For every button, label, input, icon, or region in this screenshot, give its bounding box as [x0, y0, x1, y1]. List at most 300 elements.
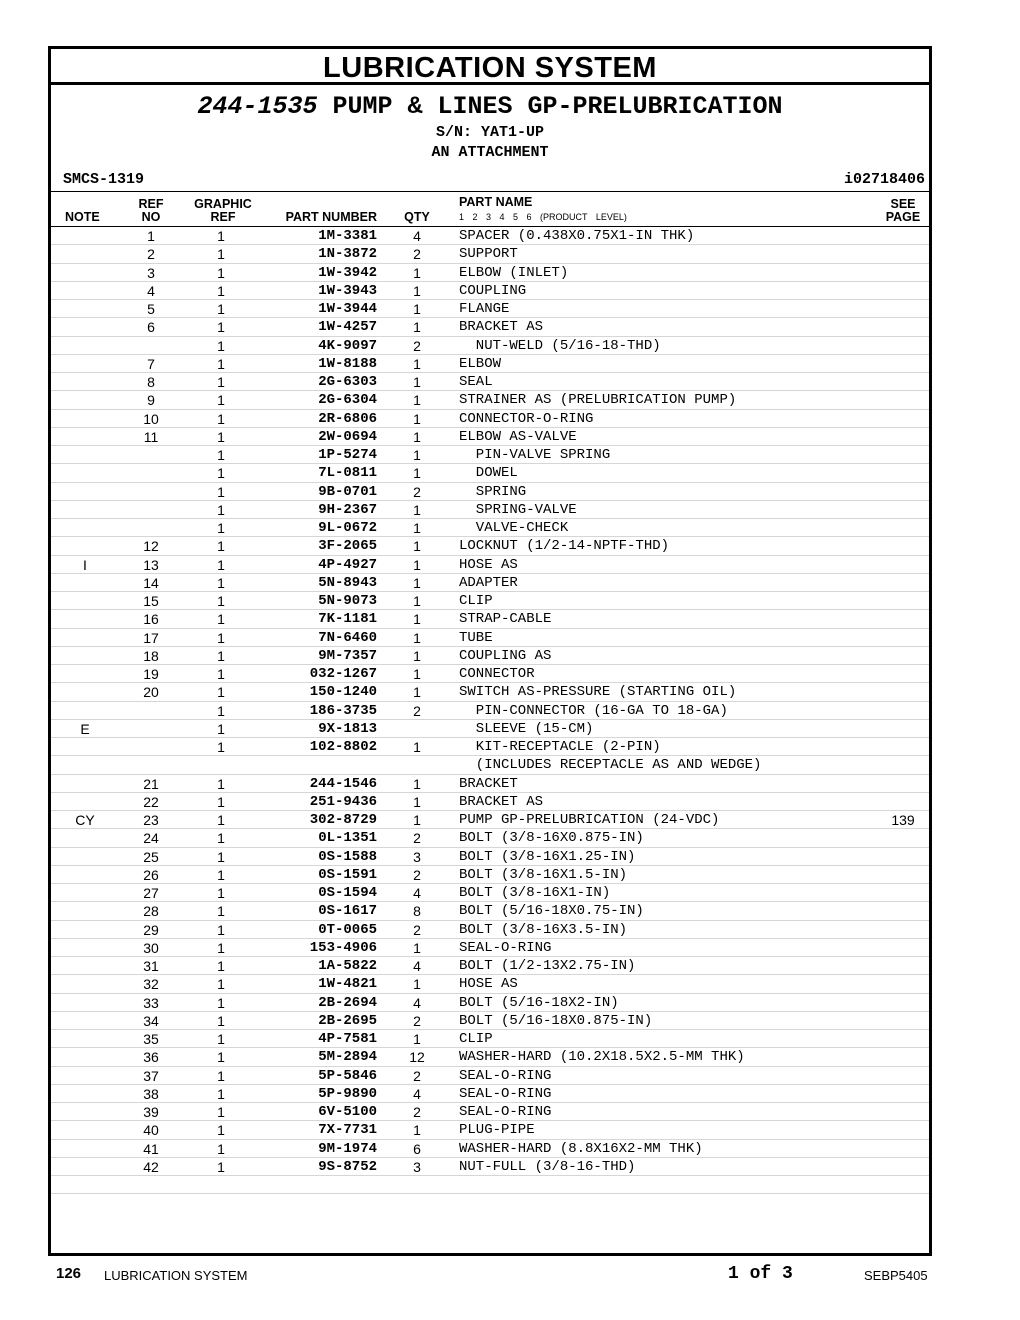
- part-name-cell: WASHER-HARD (10.2X18.5X2.5-MM THK): [459, 1049, 745, 1066]
- graphic-ref-cell: 1: [217, 848, 225, 865]
- table-row: [51, 665, 929, 683]
- ref-no-cell: 24: [143, 830, 159, 847]
- part-number-cell: 7X-7731: [318, 1122, 377, 1139]
- qty-cell: 1: [413, 301, 421, 317]
- part-name-cell: ELBOW AS-VALVE: [459, 428, 577, 445]
- graphic-ref-cell: 1: [217, 374, 225, 390]
- table-row: [51, 519, 929, 537]
- part-name-cell: STRAINER AS (PRELUBRICATION PUMP): [459, 392, 737, 409]
- qty-cell: 4: [413, 994, 421, 1011]
- table-row: [51, 1176, 929, 1194]
- part-number-cell: 9L-0672: [318, 520, 377, 536]
- qty-cell: 1: [413, 355, 421, 372]
- graphic-ref-cell: 1: [217, 1158, 225, 1175]
- graphic-ref-cell: 1: [217, 1104, 225, 1120]
- qty-cell: 4: [413, 958, 421, 974]
- qty-cell: 1: [413, 374, 421, 390]
- ref-no-cell: 14: [143, 574, 159, 591]
- table-row: [51, 282, 929, 300]
- qty-cell: 2: [413, 246, 421, 263]
- part-name-cell: BRACKET AS: [459, 793, 544, 810]
- table-row: [51, 227, 929, 245]
- ref-no-cell: 28: [143, 903, 159, 920]
- ref-no-cell: 5: [147, 301, 155, 317]
- table-row: [51, 537, 929, 555]
- qty-cell: 2: [413, 337, 421, 354]
- part-name-cell: PIN-VALVE SPRING: [459, 447, 611, 463]
- part-name-cell: SEAL-O-RING: [459, 1085, 552, 1102]
- part-number-cell: 9X-1813: [318, 720, 377, 737]
- part-number-cell: 302-8729: [309, 812, 377, 828]
- header-part-number: PART NUMBER: [285, 210, 377, 224]
- header-see-bottom: PAGE: [885, 210, 921, 224]
- qty-cell: 1: [413, 629, 421, 646]
- qty-cell: 6: [413, 1140, 421, 1157]
- table-row: [51, 574, 929, 592]
- header-part-name: PART NAME: [459, 195, 533, 209]
- part-number-cell: 0S-1617: [318, 903, 377, 920]
- graphic-ref-cell: 1: [217, 885, 225, 901]
- graphic-ref-cell: 1: [217, 1140, 225, 1157]
- ref-no-cell: 1: [147, 228, 155, 244]
- table-row: [51, 884, 929, 902]
- part-number-cell: 0S-1594: [318, 885, 377, 901]
- table-row: [51, 811, 929, 829]
- ref-no-cell: 36: [143, 1049, 159, 1066]
- graphic-ref-cell: 1: [217, 720, 225, 737]
- ref-no-cell: 19: [143, 666, 159, 682]
- graphic-ref-cell: 1: [217, 903, 225, 920]
- part-name-cell: NUT-FULL (3/8-16-THD): [459, 1158, 636, 1175]
- table-row: [51, 683, 929, 701]
- graphic-ref-cell: 1: [217, 447, 225, 463]
- qty-cell: 2: [413, 1067, 421, 1084]
- qty-cell: 1: [413, 647, 421, 664]
- table-row: [51, 1030, 929, 1048]
- graphic-ref-cell: 1: [217, 994, 225, 1011]
- qty-cell: 1: [413, 793, 421, 810]
- ref-no-cell: 35: [143, 1031, 159, 1047]
- part-name-cell: BOLT (3/8-16X0.875-IN): [459, 830, 644, 847]
- header-see-top: SEE: [890, 197, 916, 211]
- part-name-cell: BOLT (3/8-16X1-IN): [459, 885, 611, 901]
- part-number-cell: 4P-4927: [318, 556, 377, 573]
- ref-no-cell: 20: [143, 684, 159, 701]
- part-number-cell: 9B-0701: [318, 483, 377, 500]
- qty-cell: 3: [413, 1158, 421, 1175]
- graphic-ref-cell: 1: [217, 483, 225, 500]
- graphic-ref-cell: 1: [217, 866, 225, 883]
- graphic-ref-cell: 1: [217, 593, 225, 609]
- ref-no-cell: 42: [143, 1158, 159, 1175]
- graphic-ref-cell: 1: [217, 337, 225, 354]
- qty-cell: 1: [413, 666, 421, 682]
- qty-cell: 8: [413, 903, 421, 920]
- group-name: PUMP & LINES GP-PRELUBRICATION: [332, 92, 783, 121]
- part-name-cell: CLIP: [459, 1031, 493, 1047]
- ref-no-cell: 38: [143, 1085, 159, 1102]
- serial-range: S/N: YAT1-UP: [435, 124, 545, 141]
- graphic-ref-cell: 1: [217, 282, 225, 299]
- part-name-cell: ELBOW: [459, 355, 502, 372]
- qty-cell: 1: [413, 264, 421, 281]
- see-page-cell: 139: [891, 812, 915, 828]
- part-number-cell: 5N-9073: [318, 593, 377, 609]
- graphic-ref-cell: 1: [217, 1049, 225, 1066]
- part-number-cell: 0L-1351: [318, 830, 377, 847]
- ref-no-cell: 23: [143, 812, 159, 828]
- ref-no-cell: 17: [143, 629, 159, 646]
- ref-no-cell: 8: [147, 374, 155, 390]
- table-row: [51, 318, 929, 336]
- ref-no-cell: 18: [143, 647, 159, 664]
- part-number-cell: 2W-0694: [318, 428, 377, 445]
- graphic-ref-cell: 1: [217, 739, 225, 755]
- part-name-cell: LOCKNUT (1/2-14-NPTF-THD): [459, 538, 670, 555]
- ref-no-cell: 39: [143, 1104, 159, 1120]
- part-name-cell: SPRING: [459, 483, 527, 500]
- graphic-ref-cell: 1: [217, 501, 225, 518]
- part-name-cell: PIN-CONNECTOR (16-GA TO 18-GA): [459, 702, 728, 719]
- part-name-cell: SLEEVE (15-CM): [459, 720, 594, 737]
- ref-no-cell: 26: [143, 866, 159, 883]
- table-row: [51, 610, 929, 628]
- part-name-cell: ADAPTER: [459, 574, 518, 591]
- part-name-cell: HOSE AS: [459, 556, 518, 573]
- part-name-cell: VALVE-CHECK: [459, 520, 569, 536]
- graphic-ref-cell: 1: [217, 246, 225, 263]
- part-number-cell: 2R-6806: [318, 410, 377, 427]
- graphic-ref-cell: 1: [217, 666, 225, 682]
- table-row: [51, 848, 929, 866]
- qty-cell: 2: [413, 921, 421, 938]
- qty-cell: 1: [413, 939, 421, 956]
- footer-doc-id: SEBP5405: [864, 1268, 928, 1283]
- ref-no-cell: 41: [143, 1140, 159, 1157]
- part-name-cell: SPRING-VALVE: [459, 501, 577, 518]
- part-number-cell: 2B-2695: [318, 1012, 377, 1029]
- ref-no-cell: 21: [143, 775, 159, 792]
- footer-page-number: 126: [56, 1265, 82, 1282]
- qty-cell: 2: [413, 702, 421, 719]
- ref-no-cell: 22: [143, 793, 159, 810]
- footer-sheet: 1 of 3: [728, 1264, 793, 1284]
- ref-no-cell: 2: [147, 246, 155, 263]
- qty-cell: 1: [413, 775, 421, 792]
- qty-cell: 4: [413, 228, 421, 244]
- table-row: [51, 483, 929, 501]
- header-qty: QTY: [404, 210, 430, 224]
- part-name-cell: CONNECTOR-O-RING: [459, 410, 594, 427]
- part-name-cell: BOLT (3/8-16X1.5-IN): [459, 866, 628, 883]
- footer-section: LUBRICATION SYSTEM: [104, 1268, 248, 1283]
- table-row: [51, 1158, 929, 1176]
- table-row: [51, 1012, 929, 1030]
- qty-cell: 4: [413, 885, 421, 901]
- qty-cell: 12: [409, 1049, 425, 1066]
- ref-no-cell: 31: [143, 958, 159, 974]
- ref-no-cell: 29: [143, 921, 159, 938]
- part-name-cell: SEAL-O-RING: [459, 1104, 552, 1120]
- header-note: NOTE: [65, 210, 100, 224]
- graphic-ref-cell: 1: [217, 647, 225, 664]
- qty-cell: 1: [413, 428, 421, 445]
- part-name-cell: KIT-RECEPTACLE (2-PIN): [459, 739, 661, 755]
- part-number-cell: 0S-1588: [318, 848, 377, 865]
- part-name-cell: FLANGE: [459, 301, 510, 317]
- graphic-ref-cell: 1: [217, 301, 225, 317]
- part-number-cell: 1N-3872: [318, 246, 377, 263]
- ref-no-cell: 33: [143, 994, 159, 1011]
- table-row: [51, 446, 929, 464]
- table-row: [51, 1140, 929, 1158]
- graphic-ref-cell: 1: [217, 812, 225, 828]
- part-name-cell: BOLT (1/2-13X2.75-IN): [459, 958, 636, 974]
- part-name-cell: SWITCH AS-PRESSURE (STARTING OIL): [459, 684, 737, 701]
- graphic-ref-cell: 1: [217, 355, 225, 372]
- header-ref-bottom: NO: [141, 210, 161, 224]
- part-number-cell: 0S-1591: [318, 866, 377, 883]
- table-row: [51, 1048, 929, 1066]
- qty-cell: 1: [413, 611, 421, 628]
- part-number-cell: 1W-4821: [318, 976, 377, 993]
- graphic-ref-cell: 1: [217, 958, 225, 974]
- ref-no-cell: 27: [143, 885, 159, 901]
- part-number-cell: 3F-2065: [318, 538, 377, 555]
- qty-cell: 2: [413, 483, 421, 500]
- qty-cell: 1: [413, 282, 421, 299]
- ref-no-cell: 40: [143, 1122, 159, 1139]
- qty-cell: 1: [413, 574, 421, 591]
- ref-no-cell: 37: [143, 1067, 159, 1084]
- graphic-ref-cell: 1: [217, 775, 225, 792]
- graphic-ref-cell: 1: [217, 921, 225, 938]
- part-number-cell: 5N-8943: [318, 574, 377, 591]
- ref-no-cell: 12: [143, 538, 159, 555]
- graphic-ref-cell: 1: [217, 976, 225, 993]
- part-number-cell: 244-1546: [309, 775, 377, 792]
- table-row: [51, 1121, 929, 1139]
- ref-no-cell: 3: [147, 264, 155, 281]
- qty-cell: 1: [413, 1122, 421, 1139]
- table-row: [51, 355, 929, 373]
- part-name-cell: BOLT (5/16-18X0.75-IN): [459, 903, 644, 920]
- qty-cell: 1: [413, 1031, 421, 1047]
- table-row: [51, 738, 929, 756]
- part-name-cell: COUPLING: [459, 282, 527, 299]
- part-number-cell: 1W-3943: [318, 282, 377, 299]
- graphic-ref-cell: 1: [217, 428, 225, 445]
- part-number-cell: 5P-5846: [318, 1067, 377, 1084]
- header-product-level: 1 2 3 4 5 6 (PRODUCT LEVEL): [459, 212, 627, 222]
- qty-cell: 2: [413, 1104, 421, 1120]
- graphic-ref-cell: 1: [217, 1067, 225, 1084]
- graphic-ref-cell: 1: [217, 611, 225, 628]
- qty-cell: 1: [413, 520, 421, 536]
- part-number-cell: 1P-5274: [318, 447, 377, 463]
- part-number-cell: 2B-2694: [318, 994, 377, 1011]
- group-number: 244-1535: [197, 92, 318, 121]
- part-name-cell: BOLT (3/8-16X1.25-IN): [459, 848, 636, 865]
- part-name-cell: SEAL: [459, 374, 493, 390]
- table-row: [51, 1067, 929, 1085]
- graphic-ref-cell: 1: [217, 1012, 225, 1029]
- table-row: [51, 592, 929, 610]
- part-number-cell: 1W-8188: [318, 355, 377, 372]
- note-cell: CY: [75, 812, 95, 828]
- part-number-cell: 153-4906: [309, 939, 377, 956]
- ref-no-cell: 32: [143, 976, 159, 993]
- part-name-cell: SEAL-O-RING: [459, 1067, 552, 1084]
- table-row: [51, 702, 929, 720]
- table-row: [51, 556, 929, 574]
- graphic-ref-cell: 1: [217, 684, 225, 701]
- smcs-code: SMCS-1319: [63, 171, 145, 188]
- part-number-cell: 032-1267: [309, 666, 377, 682]
- graphic-ref-cell: 1: [217, 264, 225, 281]
- ref-no-cell: 15: [143, 593, 159, 609]
- part-number-cell: 1M-3381: [318, 228, 377, 244]
- table-row: [51, 756, 929, 774]
- part-name-cell: ELBOW (INLET): [459, 264, 569, 281]
- table-row: [51, 410, 929, 428]
- part-name-cell: SEAL-O-RING: [459, 939, 552, 956]
- table-row: [51, 829, 929, 847]
- part-number-cell: 150-1240: [309, 684, 377, 701]
- header-ref-top: REF: [138, 197, 164, 211]
- qty-cell: 2: [413, 866, 421, 883]
- graphic-ref-cell: 1: [217, 410, 225, 427]
- part-name-cell: TUBE: [459, 629, 493, 646]
- part-number-cell: 7K-1181: [318, 611, 377, 628]
- part-name-cell: CLIP: [459, 593, 493, 609]
- part-number-cell: 1W-3942: [318, 264, 377, 281]
- qty-cell: 1: [413, 501, 421, 518]
- qty-cell: 1: [413, 812, 421, 828]
- table-row: [51, 245, 929, 263]
- ref-no-cell: 7: [147, 355, 155, 372]
- qty-cell: 3: [413, 848, 421, 865]
- ref-no-cell: 30: [143, 939, 159, 956]
- ref-no-cell: 4: [147, 282, 155, 299]
- part-name-cell: SPACER (0.438X0.75X1-IN THK): [459, 228, 695, 244]
- ref-no-cell: 6: [147, 319, 155, 336]
- group-title: [51, 92, 929, 122]
- table-row: [51, 957, 929, 975]
- table-row: [51, 720, 929, 738]
- graphic-ref-cell: 1: [217, 1031, 225, 1047]
- table-row: [51, 501, 929, 519]
- table-row: [51, 994, 929, 1012]
- graphic-ref-cell: 1: [217, 538, 225, 555]
- part-number-cell: 9S-8752: [318, 1158, 377, 1175]
- part-name-cell: CONNECTOR: [459, 666, 535, 682]
- qty-cell: 1: [413, 410, 421, 427]
- illustration-id: i02718406: [843, 171, 925, 188]
- table-row: [51, 647, 929, 665]
- part-name-cell: (INCLUDES RECEPTACLE AS AND WEDGE): [459, 757, 762, 774]
- qty-cell: 1: [413, 392, 421, 409]
- table-row: [51, 373, 929, 391]
- section-title: LUBRICATION SYSTEM: [51, 49, 929, 85]
- table-row: [51, 1103, 929, 1121]
- table-row: [51, 921, 929, 939]
- part-name-cell: NUT-WELD (5/16-18-THD): [459, 337, 661, 354]
- qty-cell: 2: [413, 830, 421, 847]
- table-row: [51, 1085, 929, 1103]
- qty-cell: 1: [413, 684, 421, 701]
- part-number-cell: 2G-6304: [318, 392, 377, 409]
- table-row: [51, 975, 929, 993]
- qty-cell: 1: [413, 447, 421, 463]
- part-number-cell: 5M-2894: [318, 1049, 377, 1066]
- part-name-cell: SUPPORT: [459, 246, 518, 263]
- graphic-ref-cell: 1: [217, 702, 225, 719]
- part-name-cell: PLUG-PIPE: [459, 1122, 535, 1139]
- table-row: [51, 391, 929, 409]
- ref-no-cell: 13: [143, 556, 159, 573]
- part-name-cell: DOWEL: [459, 465, 518, 482]
- part-name-cell: HOSE AS: [459, 976, 518, 993]
- graphic-ref-cell: 1: [217, 1085, 225, 1102]
- part-name-cell: PUMP GP-PRELUBRICATION (24-VDC): [459, 812, 720, 828]
- part-name-cell: BOLT (5/16-18X0.875-IN): [459, 1012, 653, 1029]
- part-number-cell: 4K-9097: [318, 337, 377, 354]
- attachment-note: AN ATTACHMENT: [431, 144, 549, 161]
- note-cell: I: [83, 556, 87, 573]
- graphic-ref-cell: 1: [217, 574, 225, 591]
- qty-cell: 1: [413, 465, 421, 482]
- graphic-ref-cell: 1: [217, 793, 225, 810]
- part-number-cell: 102-8802: [309, 739, 377, 755]
- graphic-ref-cell: 1: [217, 520, 225, 536]
- graphic-ref-cell: 1: [217, 939, 225, 956]
- graphic-ref-cell: 1: [217, 1122, 225, 1139]
- part-number-cell: 5P-9890: [318, 1085, 377, 1102]
- qty-cell: 2: [413, 1012, 421, 1029]
- qty-cell: 1: [413, 538, 421, 555]
- table-row: [51, 793, 929, 811]
- graphic-ref-cell: 1: [217, 319, 225, 336]
- part-number-cell: 7N-6460: [318, 629, 377, 646]
- part-number-cell: 7L-0811: [318, 465, 377, 482]
- ref-no-cell: 34: [143, 1012, 159, 1029]
- qty-cell: 1: [413, 593, 421, 609]
- ref-no-cell: 16: [143, 611, 159, 628]
- header-graphic-bottom: REF: [210, 210, 236, 224]
- part-number-cell: 6V-5100: [318, 1104, 377, 1120]
- part-number-cell: 9M-7357: [318, 647, 377, 664]
- part-number-cell: 251-9436: [309, 793, 377, 810]
- table-row: [51, 337, 929, 355]
- part-name-cell: BOLT (3/8-16X3.5-IN): [459, 921, 628, 938]
- table-row: [51, 464, 929, 482]
- header-graphic-top: GRAPHIC: [194, 197, 252, 211]
- part-number-cell: 1W-3944: [318, 301, 377, 317]
- part-name-cell: BRACKET AS: [459, 319, 544, 336]
- table-row: [51, 264, 929, 282]
- qty-cell: 1: [413, 556, 421, 573]
- table-row: [51, 428, 929, 446]
- table-row: [51, 939, 929, 957]
- part-name-cell: BOLT (5/16-18X2-IN): [459, 994, 619, 1011]
- graphic-ref-cell: 1: [217, 392, 225, 409]
- table-row: [51, 902, 929, 920]
- part-number-cell: 9M-1974: [318, 1140, 377, 1157]
- ref-no-cell: 9: [147, 392, 155, 409]
- part-number-cell: 186-3735: [309, 702, 377, 719]
- table-row: [51, 866, 929, 884]
